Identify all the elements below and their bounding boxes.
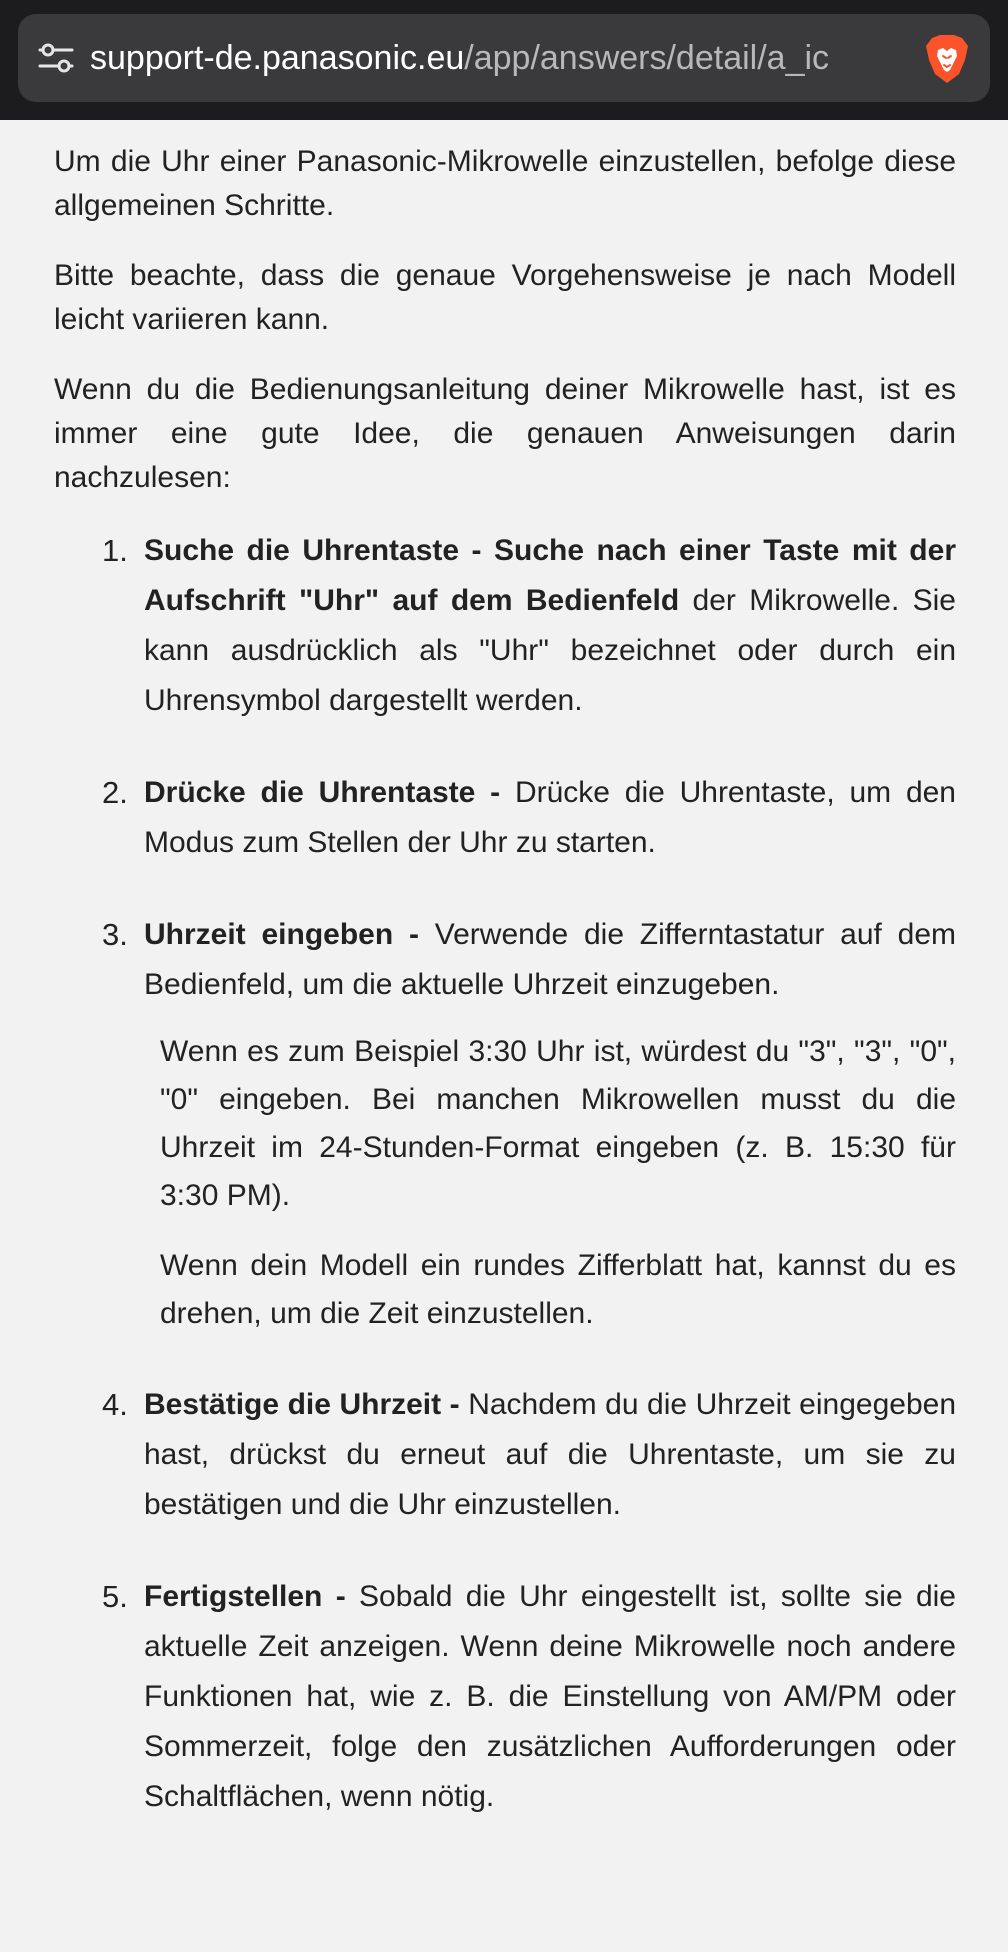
step-number: 5.	[102, 1579, 128, 1614]
step-text: Drücke die Uhrentaste, um den Modus zum Stellen der Uhr zu starten.	[144, 776, 956, 859]
step-item	[54, 526, 956, 726]
step-item	[54, 910, 956, 1338]
url-text[interactable]	[90, 14, 910, 102]
step-number: 3.	[102, 917, 128, 952]
step-title: Uhrzeit eingeben -	[144, 918, 419, 951]
url-host: support-de.panasonic.eu	[90, 39, 465, 77]
step-item	[54, 768, 956, 868]
step-title: Suche die Uhrentaste - Suche nach einer Taste mit der Aufschrift "Uhr" auf dem Bedienfeld	[144, 534, 956, 617]
step-text: Verwende die Zifferntastatur auf dem Bedienfeld, um die aktuelle Uhrzeit einzugeben.	[144, 918, 956, 1001]
tune-icon[interactable]	[36, 38, 76, 78]
step-title: Drücke die Uhrentaste -	[144, 776, 501, 809]
brave-lion-icon[interactable]	[924, 34, 970, 84]
article-content	[0, 120, 1008, 1952]
step-note: Wenn dein Modell ein rundes Zifferblatt hat, kannst du es drehen, um die Zeit einzustellen.	[160, 1249, 956, 1330]
step-title: Bestätige die Uhrzeit -	[144, 1388, 460, 1421]
browser-toolbar	[0, 0, 1008, 120]
step-text: Sobald die Uhr eingestellt ist, sollte sie die aktuelle Zeit anzeigen. Wenn deine Mikrowelle noch andere Funktionen hat, wie z. B. die Einstellung von AM/PM oder Sommerzeit, folge den zusätzlichen Aufforderungen oder Schaltflächen, wenn nötig.	[144, 1580, 956, 1813]
step-text: der Mikrowelle. Sie kann ausdrücklich als "Uhr" bezeichnet oder durch ein Uhrensymbol dargestellt werden.	[144, 584, 956, 717]
intro-paragraph: Um die Uhr einer Panasonic-Mikrowelle einzustellen, befolge diese allgemeinen Schritte.	[54, 145, 956, 222]
step-number: 4.	[102, 1387, 128, 1422]
step-item	[54, 1380, 956, 1530]
step-item	[54, 1572, 956, 1822]
step-title: Fertigstellen -	[144, 1580, 346, 1613]
address-bar[interactable]	[18, 14, 990, 102]
url-path: /app/answers/detail/a_ic	[464, 39, 830, 77]
step-number: 1.	[102, 533, 128, 568]
steps-list	[54, 526, 956, 1822]
step-number: 2.	[102, 775, 128, 810]
intro-paragraph: Bitte beachte, dass die genaue Vorgehensweise je nach Modell leicht variieren kann.	[54, 259, 956, 336]
step-text: Nachdem du die Uhrzeit eingegeben hast, drückst du erneut auf die Uhrentaste, um sie zu bestätigen und die Uhr einzustellen.	[144, 1388, 956, 1521]
step-note: Wenn es zum Beispiel 3:30 Uhr ist, würdest du "3", "3", "0", "0" eingeben. Bei manchen Mikrowellen musst du die Uhrzeit im 24-Stunden-Format eingeben (z. B. 15:30 für 3:30 PM).	[160, 1035, 956, 1212]
intro-paragraph: Wenn du die Bedienungsanleitung deiner Mikrowelle hast, ist es immer eine gute Idee, die genauen Anweisungen darin nachzulesen:	[54, 373, 956, 494]
